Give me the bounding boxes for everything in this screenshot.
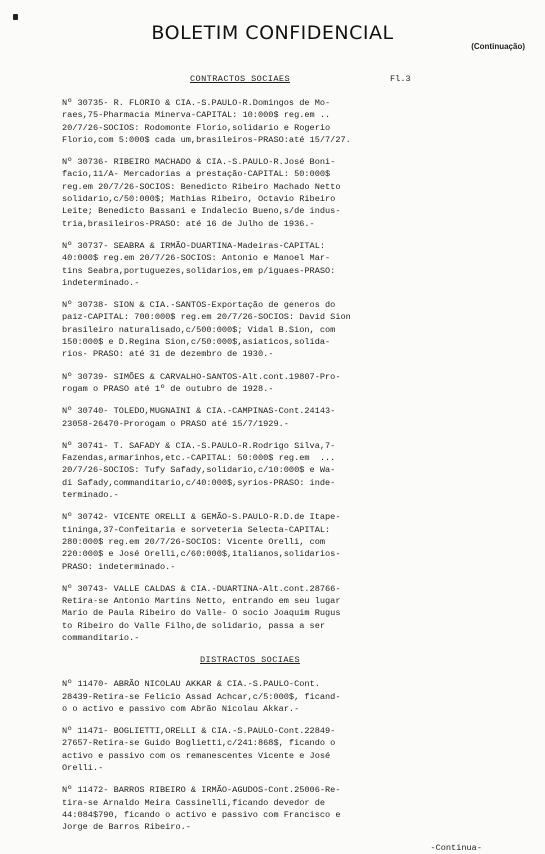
entry-line: rogam o PRASO até 1º de outubro de 1928.- (62, 383, 274, 394)
contratos-list (62, 97, 482, 644)
entry-line: tria,brasileiros-PRASO: até 16 de Julho de 1936.- (62, 218, 315, 229)
entry-line: Nº 30738- SION & CIA.-SANTOS-Exportação de generos do (62, 300, 336, 311)
entry-line: Fazendas,armarinhos,etc.-CAPITAL: 50:000$ reg.em ... (62, 453, 336, 464)
entry (62, 240, 482, 289)
document-body (62, 73, 482, 854)
entry-line: brasileiro naturalisado,c/500:000$; Vidal B.Sion, com (62, 324, 336, 335)
entry-line: Retira-se Antonio Martins Netto, entrando em seu lugar (62, 596, 341, 607)
entry-line: Nº 30735- R. FLORIO & CIA.-S.PAULO-R.Domingos de Mo- (62, 98, 331, 108)
section-contratos-title: CONTRACTOS SOCIAES (190, 74, 291, 84)
entry-line: Jorge de Barros Ribeiro.- (62, 822, 191, 833)
page-mark (13, 14, 18, 20)
entry-line: Nº 11470- ABRÃO NICOLAU AKKAR & CIA.-S.PAULO-Cont. (62, 679, 320, 690)
entry-line: paiz-CAPITAL: 700:000$ reg.em 20/7/26-SOCIOS: David Sion (62, 312, 351, 323)
section-distratos-title: DISTRACTOS SOCIAES (200, 655, 301, 666)
section-distratos-heading (62, 654, 482, 668)
entry-line: Leite; Benedicto Bassani e Indalecio Bueno,s/de indus- (62, 206, 341, 217)
entry-line: Nº 30737- SEABRA & IRMÃO-DUARTINA-Madeiras-CAPITAL: (62, 240, 326, 251)
entry-line: Nº 11472- BARROS RIBEIRO & IRMÃO-AGUDOS-Cont.25006-Re- (62, 785, 341, 796)
entry (62, 440, 482, 501)
distratos-list (62, 678, 482, 833)
section-contratos-heading (62, 73, 482, 87)
entry-line: reg.em 20/7/26-SOCIOS: Benedicto Ribeiro Machado Netto (62, 181, 341, 192)
entry-line: 20/7/26-SOCIOS: Rodomonte Florio,solidario e Rogerio (62, 122, 331, 133)
entry-line: Nº 30741- T. SAFADY & CIA.-S.PAULO-R.Rodrigo Silva,7- (62, 440, 336, 451)
entry-line: 23058-26470-Prorogam o PRASO até 15/7/1929.- (62, 418, 289, 429)
entry-line: facio,11/A- Mercadorias a prestação-CAPITAL: 50:000$ (62, 169, 331, 180)
entry-line: Mario de Paula Ribeiro do Valle- O socio Joaquim Rugus (62, 608, 341, 619)
entry-line: tira-se Arnaldo Meira Cassinelli,ficando devedor de (62, 797, 326, 808)
continuation-label: (Continuação) (471, 42, 525, 51)
entry-line: tininga,37-Confeitaria e sorveteria Selecta-CAPITAL: (62, 524, 331, 535)
entry (62, 405, 482, 430)
entry (62, 784, 482, 833)
page-title: BOLETIM CONFIDENCIAL (151, 22, 394, 44)
page-number: Fl.3 (390, 74, 411, 84)
entry-line: o o activo e passivo com Abrão Nicolau Akkar.- (62, 703, 300, 714)
entry-line: Nº 30740- TOLEDO,MUGNAINI & CIA.-CAMPINAS-Cont.24143- (62, 406, 336, 417)
entry-line: to Ribeiro do Valle Filho,de solidario, passa a ser (62, 620, 326, 631)
entry-line: solidario,c/50:000$; Mathias Ribeiro, Octavio Ribeiro (62, 194, 336, 205)
entry-line: 220:000$ e José Orelli,c/60:000$,italianos,solidarios- (62, 549, 341, 560)
entry-line: Nº 11471- BOGLIETTI,ORELLI & CIA.-S.PAULO-Cont.22849- (62, 726, 336, 737)
entry-line: commanditario.- (62, 632, 140, 643)
entry-line: Nº 30742- VICENTE ORELLI & GEMÃO-S.PAULO-R.D.de Itape- (62, 512, 341, 523)
entry (62, 725, 482, 774)
entry-line: 44:084$790, ficando o activo e passivo com Francisco e (62, 809, 341, 820)
entry-line: activo e passivo com os remanescentes Vicente e José (62, 750, 331, 761)
entry (62, 678, 482, 715)
entry (62, 97, 482, 146)
entry-line: Nº 30739- SIMÕES & CARVALHO-SANTOS-Alt.cont.19807-Pro- (62, 371, 341, 382)
entry-line: Nº 30743- VALLE CALDAS & CIA.-DUARTINA-Alt.cont.28766- (62, 583, 341, 594)
entry-line: 20/7/26-SOCIOS: Tufy Safady,solidario,c/10:000$ e Wa- (62, 465, 336, 476)
entry-line: 40:000$ reg.em 20/7/26-SOCIOS: Antonio e Manoel Mar- (62, 253, 331, 264)
entry-line: indeterminado.- (62, 277, 140, 288)
entry-line: tins Seabra,portuguezes,solidarios,em p/iguaes-PRASO: (62, 265, 336, 276)
entry-line: 28439-Retira-se Felicio Assad Achcar,c/5:000$, ficand- (62, 691, 341, 702)
continua-label: -Continua- (430, 842, 482, 853)
entry-line: 280:000$ reg.em 20/7/26-SOCIOS: Vicente Orelli, com (62, 536, 326, 547)
entry-line: Nº 30736- RIBEIRO MACHADO & CIA.-S.PAULO-R.José Boni- (62, 157, 336, 168)
entry-line: Orelli.- (62, 763, 104, 774)
entry-line: raes,75-Pharmacia Minerva-CAPITAL: 10:000$ reg.em .. (62, 110, 331, 121)
entry (62, 156, 482, 230)
entry-line: PRASO: indeterminado.- (62, 561, 176, 572)
entry-line: terminado.- (62, 490, 119, 501)
entry-line: rios- PRASO: até 31 de dezembro de 1930.- (62, 349, 274, 360)
entry-line: 27657-Retira-se Guido Boglietti,c/241:868$, ficando o (62, 738, 336, 749)
entry (62, 511, 482, 572)
entry (62, 371, 482, 396)
entry (62, 299, 482, 360)
entry-line: di Safady,commanditario,c/40:000$,syrios-PRASO: inde- (62, 477, 336, 488)
entry (62, 583, 482, 644)
entry-line: 150:000$ e D.Regina Sion,c/50:000$,asiaticos,solida- (62, 337, 331, 348)
entry-line: Florio,com 5:000$ cada um,brasileiros-PRASO:até 15/7/27. (62, 134, 351, 145)
